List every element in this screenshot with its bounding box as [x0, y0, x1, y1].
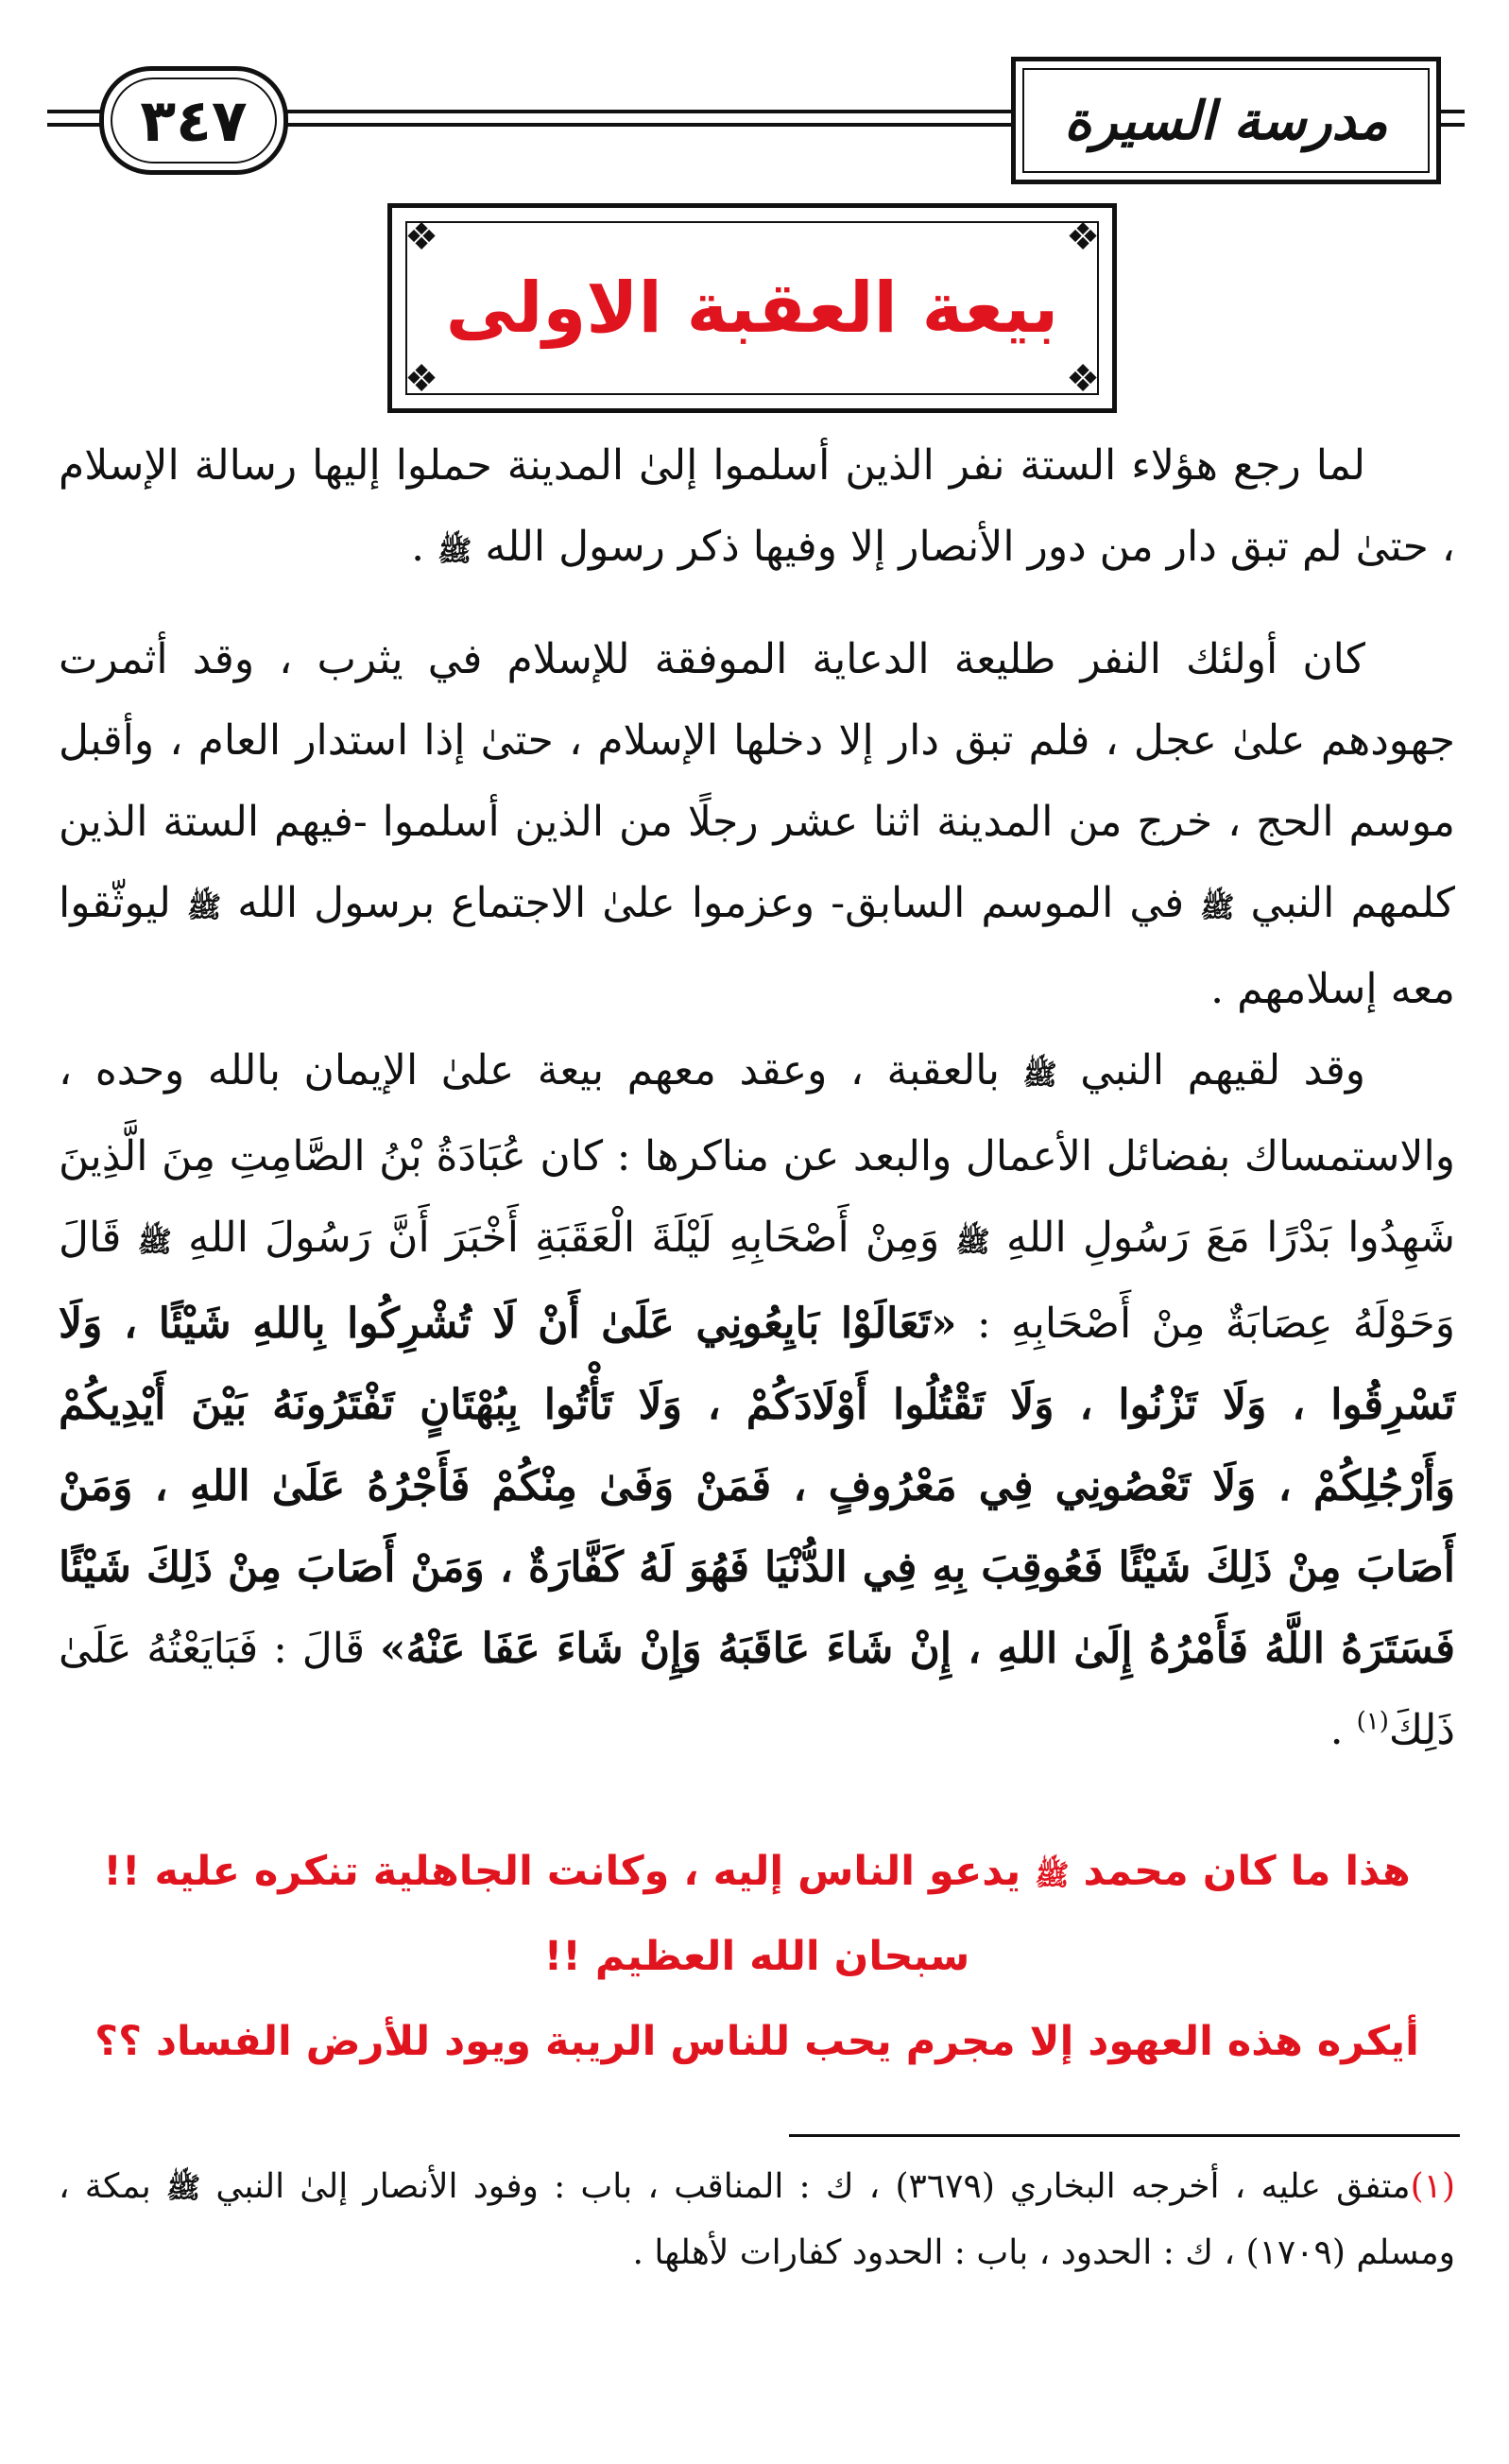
corner-ornament-icon: ❖	[404, 215, 438, 259]
honorific-glyph: ﷺ	[437, 535, 472, 568]
paragraph-3	[59, 1030, 1455, 1771]
paragraph-2	[59, 619, 1455, 1030]
paragraph-text: بالعقبة ، وعقد معهم بيعة علىٰ الإيمان بالله وحده ، والاستمساك بفضائل الأعمال والبعد عن مناكرها : كان عُبَادَةُ بْنُ الصَّامِتِ مِنَ الَّذِينَ شَهِدُوا بَدْرًا مَعَ رَسُولِ اللهِ	[59, 1046, 1455, 1262]
honorific-glyph: ﷺ	[1022, 1059, 1057, 1092]
paragraph-text: .	[1329, 1706, 1357, 1754]
paragraph-text: ليوثّقوا معه إسلامهم .	[59, 879, 1455, 1013]
footnote-text: متفق عليه ، أخرجه البخاري (٣٦٧٩) ، ك : المناقب ، باب : وفود الأنصار إلىٰ النبي	[215, 2167, 1411, 2206]
series-title-box	[1011, 57, 1441, 184]
paragraph-1	[59, 425, 1455, 593]
red-exclamation-2: سبحان الله العظيم !!	[543, 1933, 970, 1980]
page-header	[47, 47, 1465, 189]
page-number: ٣٤٧	[140, 85, 248, 155]
footnote-separator	[789, 2134, 1460, 2137]
footnote-mark: (١)	[1410, 2167, 1455, 2206]
corner-ornament-icon: ❖	[404, 357, 438, 401]
hadith-quote: «تَعَالَوْا بَايِعُونِي عَلَىٰ أَنْ لَا تُشْرِكُوا بِاللهِ شَيْئًا ، وَلَا تَسْرِقُوا ، وَلَا تَزْنُوا ، وَلَا تَقْتُلُوا أَوْلَادَكُمْ ، وَلَا تَأْتُوا بِبُهْتَانٍ تَفْتَرُونَهُ بَيْنَ أَيْدِيكُمْ وَأَرْجُلِكُمْ ، وَلَا تَعْصُونِي فِي مَعْرُوفٍ ، فَمَنْ وَفَىٰ مِنْكُمْ فَأَجْرُهُ عَلَىٰ اللهِ ، وَمَنْ أَصَابَ مِنْ ذَلِكَ شَيْئًا فَعُوقِبَ بِهِ فِي الدُّنْيَا فَهُوَ لَهُ كَفَّارَةٌ ، وَمَنْ أَصَابَ مِنْ ذَلِكَ شَيْئًا فَسَتَرَهُ اللَّهُ فَأَمْرُهُ إِلَىٰ اللهِ ، إِنْ شَاءَ عَاقَبَهُ وَإِنْ شَاءَ عَفَا عَنْهُ»	[59, 1300, 1456, 1673]
corner-ornament-icon: ❖	[1066, 357, 1100, 401]
corner-ornament-icon: ❖	[1066, 215, 1100, 259]
honorific-glyph: ﷺ	[186, 891, 222, 924]
page-number-badge	[99, 66, 288, 175]
honorific-glyph: ﷺ	[165, 2172, 201, 2205]
honorific-glyph: ﷺ	[1200, 891, 1235, 924]
footnote-text: بمكة ، ومسلم (١٧٠٩) ، ك : الحدود ، باب : الحدود كفارات لأهلها .	[59, 2167, 1455, 2272]
chapter-title: بيعة العقبة الاولى	[445, 267, 1059, 349]
paragraph-text: في الموسم السابق- وعزموا علىٰ الاجتماع برسول الله	[237, 879, 1201, 927]
paragraph-text: كان أولئك النفر طليعة الدعاية الموفقة للإسلام في يثرب ، وقد أثمرت جهودهم علىٰ عجل ، فلم تبق دار إلا دخلها الإسلام ، حتىٰ إذا استدار العام ، وأقبل موسم الحج ، خرج من المدينة اثنا عشر رجلًا من الذين أسلموا -فيهم الستة الذين كلمهم النبي	[59, 635, 1455, 927]
paragraph-text: وَمِنْ أَصْحَابِهِ لَيْلَةَ الْعَقَبَةِ أَخْبَرَ أَنَّ رَسُولَ اللهِ	[188, 1214, 956, 1262]
paragraph-text: وقد لقيهم النبي	[1080, 1046, 1365, 1094]
honorific-glyph: ﷺ	[955, 1226, 990, 1259]
red-exclamation-1	[59, 1848, 1455, 1899]
red-text: هذا ما كان محمد	[1083, 1848, 1411, 1895]
footnote	[59, 2155, 1455, 2285]
series-title: مدرسة السيرة	[1064, 89, 1388, 152]
red-exclamation-3: أيكره هذه العهود إلا مجرم يحب للناس الريبة ويود للأرض الفساد ؟؟	[94, 2018, 1419, 2065]
paragraph-text: لما رجع هؤلاء الستة نفر الذين أسلموا إلىٰ المدينة حملوا إليها رسالة الإسلام ، حتىٰ لم تبق دار من دور الأنصار إلا وفيها ذكر رسول الله	[59, 441, 1455, 571]
chapter-title-frame	[387, 203, 1117, 413]
paragraph-text: قَالَ وَحَوْلَهُ عِصَابَةٌ مِنْ أَصْحَابِهِ :	[59, 1214, 1455, 1348]
red-text: يدعو الناس إليه ، وكانت الجاهلية تنكره عليه !!	[103, 1848, 1036, 1895]
paragraph-text: .	[411, 523, 438, 571]
paragraph-text: قَالَ : فَبَايَعْتُهُ عَلَىٰ ذَلِكَ	[59, 1625, 1455, 1754]
honorific-glyph: ﷺ	[1035, 1859, 1070, 1892]
footnote-reference[interactable]: (١)	[1356, 1707, 1389, 1736]
honorific-glyph: ﷺ	[137, 1226, 172, 1259]
